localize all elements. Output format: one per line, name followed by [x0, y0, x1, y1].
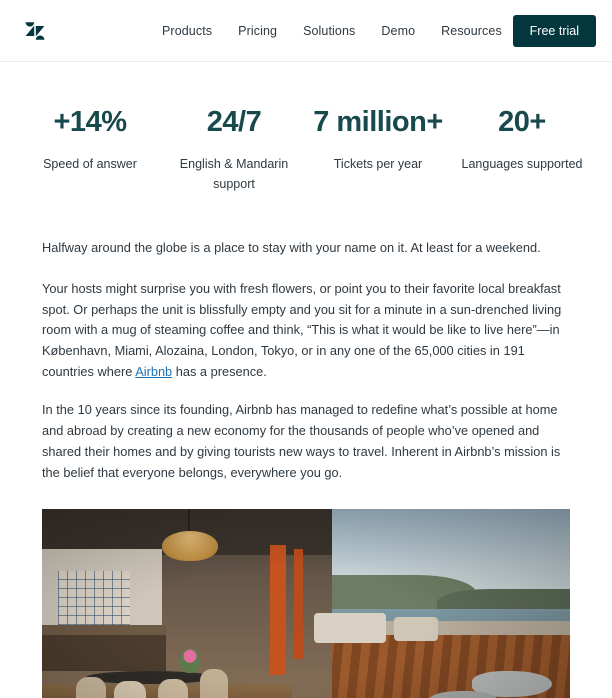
- nav-item-pricing[interactable]: Pricing: [238, 23, 278, 38]
- stat-tickets-per-year: [306, 106, 450, 194]
- stat-value: 7 million+: [313, 106, 443, 138]
- paragraph-history: In the 10 years since its founding, Airbnb has managed to redefine what’s possible at home and abroad by creating a new economy for the thousands of people who’ve opened and shared their homes and by giving tourists new ways to travel. Inherent in Airbnb’s mission is the belief that everyone belongs, everywhere you go.: [42, 402, 561, 480]
- stat-label: English & Mandarin support: [179, 157, 289, 191]
- stat-value: +14%: [53, 106, 127, 138]
- primary-navigation: [162, 24, 502, 38]
- nav-item-solutions[interactable]: Solutions: [303, 23, 356, 38]
- paragraph-hosts-tail: has a presence.: [172, 363, 267, 379]
- stat-label: Tickets per year: [333, 157, 423, 172]
- stats-row: [0, 62, 612, 216]
- stat-support-hours: [162, 106, 306, 194]
- article-body: [0, 216, 612, 483]
- paragraph-intro: Halfway around the globe is a place to stay with your name on it. At least for a weekend.: [42, 240, 541, 256]
- stat-languages-supported: [450, 106, 594, 194]
- stat-label: Speed of answer: [43, 157, 137, 172]
- nav-item-demo[interactable]: Demo: [381, 23, 416, 38]
- free-trial-button[interactable]: Free trial: [513, 15, 596, 47]
- article-image-container: [0, 501, 612, 698]
- stat-value: 20+: [498, 106, 546, 138]
- interior-photo: [42, 509, 570, 698]
- stat-value: 24/7: [206, 106, 262, 138]
- nav-item-resources[interactable]: Resources: [441, 23, 502, 38]
- paragraph-hosts: [42, 279, 568, 383]
- paragraph-hosts-lead: Your hosts might surprise you with fresh flowers, or point you to their favorite local breakfast spot. Or perhaps the unit is blissfully empty and you sit for a minute in a sun-drenched living room with a mug of steaming coffee and think, “This is what it would be like to live here”—in København, Miami, Alozaina, London, Tokyo, or in any one of the 65,000 cities in 191 countries where: [42, 280, 562, 379]
- nav-item-products[interactable]: Products: [162, 23, 213, 38]
- photo-vignette: [42, 509, 570, 698]
- airbnb-link[interactable]: Airbnb: [135, 363, 173, 379]
- site-header: [0, 0, 612, 61]
- stat-label: Languages supported: [461, 157, 583, 172]
- stat-speed-of-answer: [18, 106, 162, 194]
- zendesk-logo-icon[interactable]: [20, 16, 50, 46]
